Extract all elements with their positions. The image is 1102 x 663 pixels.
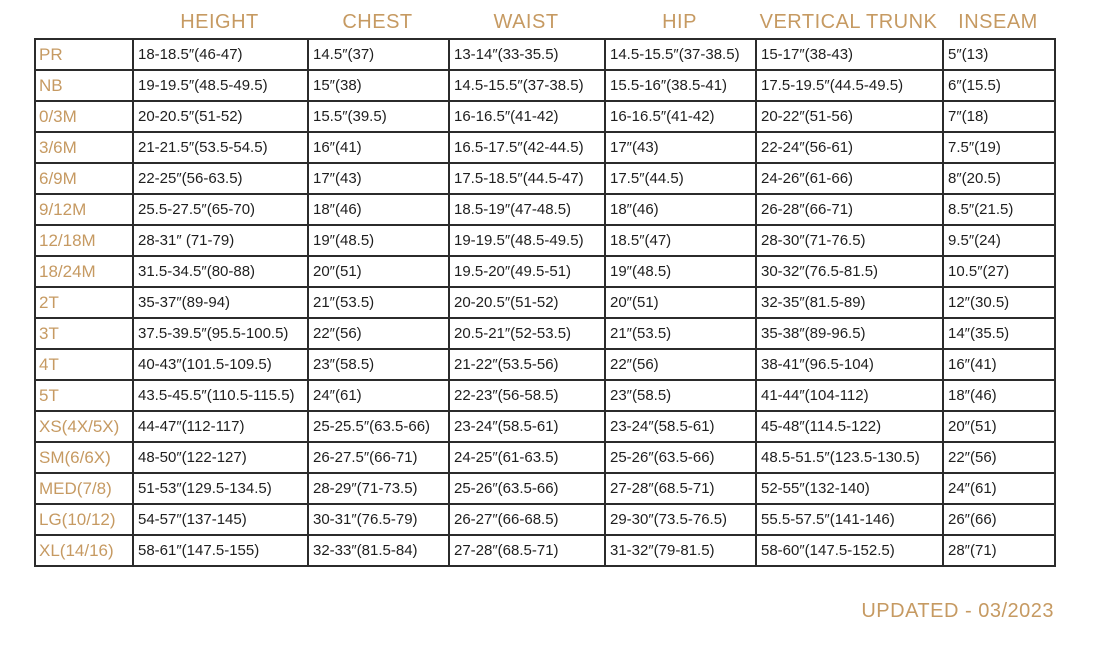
height-cell: 19-19.5″(48.5-49.5) <box>133 70 308 101</box>
table-row <box>35 132 1055 163</box>
inseam-cell: 8″(20.5) <box>943 163 1055 194</box>
waist-cell: 20.5-21″(52-53.5) <box>449 318 605 349</box>
inseam-cell: 12″(30.5) <box>943 287 1055 318</box>
hip-cell: 23-24″(58.5-61) <box>605 411 756 442</box>
hip-cell: 27-28″(68.5-71) <box>605 473 756 504</box>
header-hip: HIP <box>662 10 697 33</box>
height-cell: 20-20.5″(51-52) <box>133 101 308 132</box>
chest-cell: 25-25.5″(63.5-66) <box>308 411 449 442</box>
waist-cell: 16.5-17.5″(42-44.5) <box>449 132 605 163</box>
waist-cell: 14.5-15.5″(37-38.5) <box>449 70 605 101</box>
size-cell: 12/18M <box>35 225 133 256</box>
height-cell: 21-21.5″(53.5-54.5) <box>133 132 308 163</box>
height-cell: 44-47″(112-117) <box>133 411 308 442</box>
size-cell: 9/12M <box>35 194 133 225</box>
chest-cell: 32-33″(81.5-84) <box>308 535 449 566</box>
waist-cell: 17.5-18.5″(44.5-47) <box>449 163 605 194</box>
table-row <box>35 349 1055 380</box>
waist-cell: 24-25″(61-63.5) <box>449 442 605 473</box>
inseam-cell: 5″(13) <box>943 39 1055 70</box>
chest-cell: 18″(46) <box>308 194 449 225</box>
height-cell: 54-57″(137-145) <box>133 504 308 535</box>
vertical-trunk-cell: 24-26″(61-66) <box>756 163 943 194</box>
size-cell: 4T <box>35 349 133 380</box>
hip-cell: 22″(56) <box>605 349 756 380</box>
chest-cell: 30-31″(76.5-79) <box>308 504 449 535</box>
header-inseam: INSEAM <box>958 10 1038 33</box>
header-waist: WAIST <box>493 10 559 33</box>
inseam-cell: 7″(18) <box>943 101 1055 132</box>
size-cell: 5T <box>35 380 133 411</box>
size-cell: MED(7/8) <box>35 473 133 504</box>
hip-cell: 29-30″(73.5-76.5) <box>605 504 756 535</box>
hip-cell: 19″(48.5) <box>605 256 756 287</box>
inseam-cell: 20″(51) <box>943 411 1055 442</box>
chest-cell: 28-29″(71-73.5) <box>308 473 449 504</box>
vertical-trunk-cell: 20-22″(51-56) <box>756 101 943 132</box>
hip-cell: 15.5-16″(38.5-41) <box>605 70 756 101</box>
size-cell: 6/9M <box>35 163 133 194</box>
table-row <box>35 225 1055 256</box>
height-cell: 51-53″(129.5-134.5) <box>133 473 308 504</box>
size-cell: PR <box>35 39 133 70</box>
chest-cell: 23″(58.5) <box>308 349 449 380</box>
table-row <box>35 194 1055 225</box>
hip-cell: 25-26″(63.5-66) <box>605 442 756 473</box>
vertical-trunk-cell: 17.5-19.5″(44.5-49.5) <box>756 70 943 101</box>
table-row <box>35 101 1055 132</box>
table-row <box>35 256 1055 287</box>
inseam-cell: 10.5″(27) <box>943 256 1055 287</box>
vertical-trunk-cell: 41-44″(104-112) <box>756 380 943 411</box>
updated-date: UPDATED - 03/2023 <box>861 600 1054 622</box>
waist-cell: 20-20.5″(51-52) <box>449 287 605 318</box>
height-cell: 18-18.5″(46-47) <box>133 39 308 70</box>
vertical-trunk-cell: 32-35″(81.5-89) <box>756 287 943 318</box>
vertical-trunk-cell: 45-48″(114.5-122) <box>756 411 943 442</box>
inseam-cell: 7.5″(19) <box>943 132 1055 163</box>
header-height: HEIGHT <box>180 10 259 33</box>
chest-cell: 16″(41) <box>308 132 449 163</box>
hip-cell: 23″(58.5) <box>605 380 756 411</box>
height-cell: 28-31″ (71-79) <box>133 225 308 256</box>
height-cell: 40-43″(101.5-109.5) <box>133 349 308 380</box>
size-cell: LG(10/12) <box>35 504 133 535</box>
size-table-body <box>35 39 1055 566</box>
vertical-trunk-cell: 48.5-51.5″(123.5-130.5) <box>756 442 943 473</box>
size-cell: 2T <box>35 287 133 318</box>
hip-cell: 20″(51) <box>605 287 756 318</box>
chest-cell: 20″(51) <box>308 256 449 287</box>
inseam-cell: 28″(71) <box>943 535 1055 566</box>
table-row <box>35 504 1055 535</box>
inseam-cell: 24″(61) <box>943 473 1055 504</box>
height-cell: 31.5-34.5″(80-88) <box>133 256 308 287</box>
hip-cell: 18.5″(47) <box>605 225 756 256</box>
inseam-cell: 6″(15.5) <box>943 70 1055 101</box>
waist-cell: 19.5-20″(49.5-51) <box>449 256 605 287</box>
size-cell: 3/6M <box>35 132 133 163</box>
hip-cell: 17″(43) <box>605 132 756 163</box>
hip-cell: 31-32″(79-81.5) <box>605 535 756 566</box>
waist-cell: 27-28″(68.5-71) <box>449 535 605 566</box>
vertical-trunk-cell: 28-30″(71-76.5) <box>756 225 943 256</box>
size-cell: XL(14/16) <box>35 535 133 566</box>
table-row <box>35 442 1055 473</box>
header-row <box>34 6 1054 38</box>
height-cell: 58-61″(147.5-155) <box>133 535 308 566</box>
chest-cell: 26-27.5″(66-71) <box>308 442 449 473</box>
table-row <box>35 163 1055 194</box>
table-row <box>35 411 1055 442</box>
inseam-cell: 22″(56) <box>943 442 1055 473</box>
table-row <box>35 535 1055 566</box>
inseam-cell: 16″(41) <box>943 349 1055 380</box>
hip-cell: 16-16.5″(41-42) <box>605 101 756 132</box>
height-cell: 22-25″(56-63.5) <box>133 163 308 194</box>
size-cell: XS(4X/5X) <box>35 411 133 442</box>
chest-cell: 21″(53.5) <box>308 287 449 318</box>
vertical-trunk-cell: 15-17″(38-43) <box>756 39 943 70</box>
vertical-trunk-cell: 30-32″(76.5-81.5) <box>756 256 943 287</box>
waist-cell: 18.5-19″(47-48.5) <box>449 194 605 225</box>
vertical-trunk-cell: 26-28″(66-71) <box>756 194 943 225</box>
chest-cell: 24″(61) <box>308 380 449 411</box>
vertical-trunk-cell: 22-24″(56-61) <box>756 132 943 163</box>
inseam-cell: 18″(46) <box>943 380 1055 411</box>
table-row <box>35 318 1055 349</box>
table-row <box>35 473 1055 504</box>
height-cell: 25.5-27.5″(65-70) <box>133 194 308 225</box>
header-vertical-trunk: VERTICAL TRUNK <box>759 10 938 33</box>
inseam-cell: 14″(35.5) <box>943 318 1055 349</box>
size-table <box>34 38 1056 567</box>
chest-cell: 17″(43) <box>308 163 449 194</box>
chest-cell: 22″(56) <box>308 318 449 349</box>
vertical-trunk-cell: 35-38″(89-96.5) <box>756 318 943 349</box>
waist-cell: 19-19.5″(48.5-49.5) <box>449 225 605 256</box>
waist-cell: 16-16.5″(41-42) <box>449 101 605 132</box>
height-cell: 35-37″(89-94) <box>133 287 308 318</box>
vertical-trunk-cell: 38-41″(96.5-104) <box>756 349 943 380</box>
hip-cell: 18″(46) <box>605 194 756 225</box>
height-cell: 43.5-45.5″(110.5-115.5) <box>133 380 308 411</box>
table-row <box>35 70 1055 101</box>
hip-cell: 21″(53.5) <box>605 318 756 349</box>
hip-cell: 14.5-15.5″(37-38.5) <box>605 39 756 70</box>
vertical-trunk-cell: 58-60″(147.5-152.5) <box>756 535 943 566</box>
waist-cell: 23-24″(58.5-61) <box>449 411 605 442</box>
size-cell: NB <box>35 70 133 101</box>
waist-cell: 21-22″(53.5-56) <box>449 349 605 380</box>
table-row <box>35 287 1055 318</box>
waist-cell: 13-14″(33-35.5) <box>449 39 605 70</box>
table-row <box>35 39 1055 70</box>
vertical-trunk-cell: 55.5-57.5″(141-146) <box>756 504 943 535</box>
waist-cell: 25-26″(63.5-66) <box>449 473 605 504</box>
inseam-cell: 26″(66) <box>943 504 1055 535</box>
waist-cell: 26-27″(66-68.5) <box>449 504 605 535</box>
size-chart <box>34 6 1054 598</box>
chest-cell: 14.5″(37) <box>308 39 449 70</box>
size-cell: SM(6/6X) <box>35 442 133 473</box>
size-cell: 18/24M <box>35 256 133 287</box>
header-chest: CHEST <box>342 10 413 33</box>
size-cell: 3T <box>35 318 133 349</box>
height-cell: 48-50″(122-127) <box>133 442 308 473</box>
inseam-cell: 9.5″(24) <box>943 225 1055 256</box>
vertical-trunk-cell: 52-55″(132-140) <box>756 473 943 504</box>
height-cell: 37.5-39.5″(95.5-100.5) <box>133 318 308 349</box>
size-cell: 0/3M <box>35 101 133 132</box>
waist-cell: 22-23″(56-58.5) <box>449 380 605 411</box>
table-row <box>35 380 1055 411</box>
chest-cell: 19″(48.5) <box>308 225 449 256</box>
inseam-cell: 8.5″(21.5) <box>943 194 1055 225</box>
chest-cell: 15″(38) <box>308 70 449 101</box>
chest-cell: 15.5″(39.5) <box>308 101 449 132</box>
hip-cell: 17.5″(44.5) <box>605 163 756 194</box>
